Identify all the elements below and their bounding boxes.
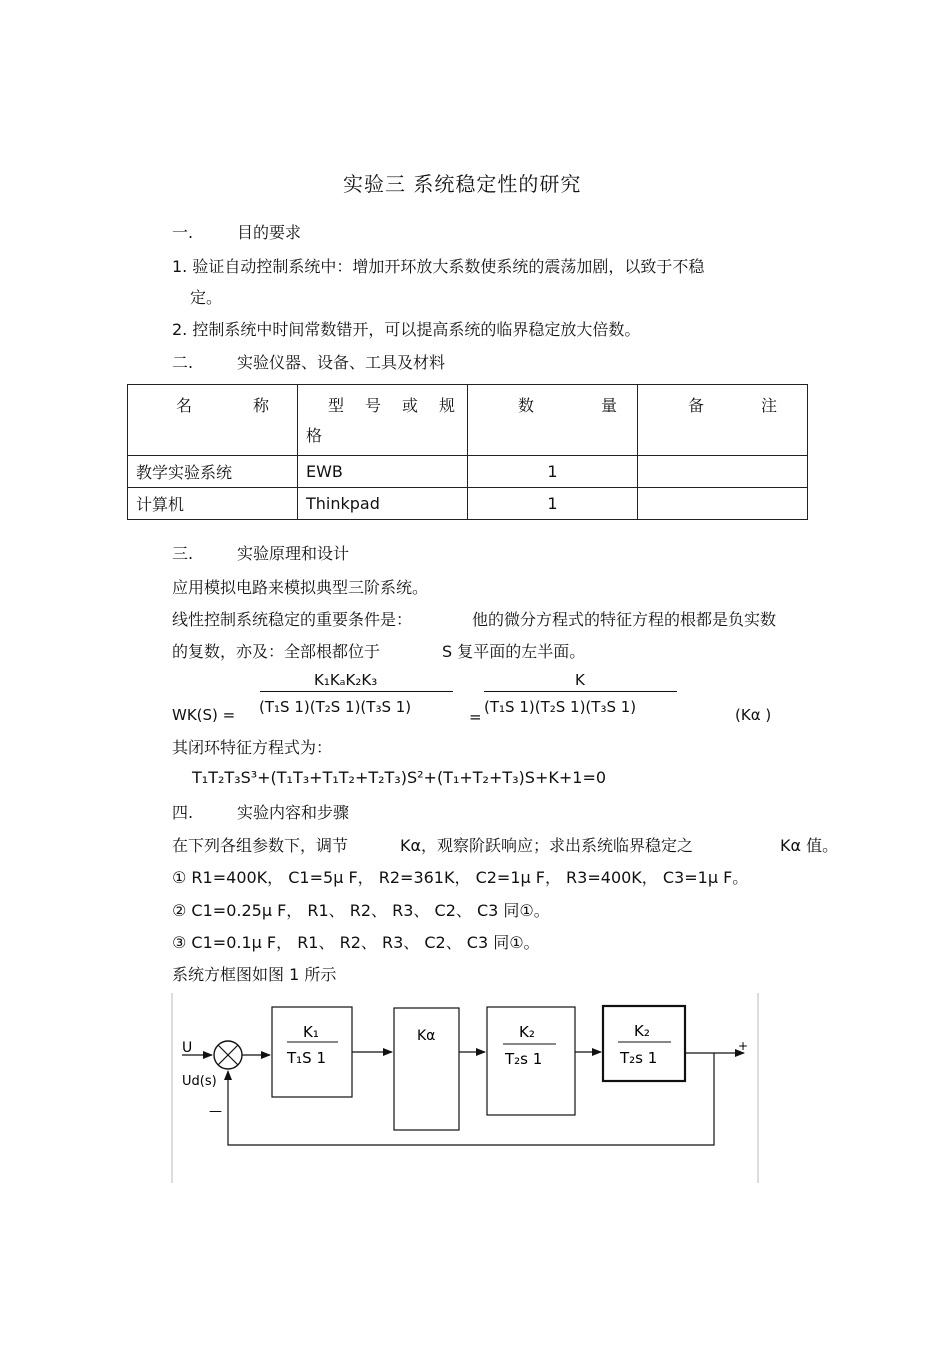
header-name-char: 称 — [252, 396, 269, 415]
page-title: 实验三 系统稳定性的研究 — [343, 172, 582, 196]
section3-paragraph4: 其闭环特征方程式为： — [172, 738, 333, 757]
section4-item1: ① R1=400K， C1=5μ F， R2=361K， C2=1μ F， R3=400K， C3=1μ F。 — [172, 868, 749, 887]
figure-caption: 系统方框图如图 1 所示 — [172, 965, 337, 984]
section4-number: 四. — [172, 803, 194, 822]
block3-denominator: T₂s 1 — [505, 1050, 543, 1068]
section3-paragraph2b: 他的微分方程式的特征方程的根都是负实数 — [472, 610, 777, 629]
section3-paragraph2a: 线性控制系统稳定的重要条件是： — [172, 610, 413, 629]
formula-note: (Kα ) — [735, 706, 772, 724]
plus-sign: + — [738, 1039, 749, 1053]
formula-numerator-2: K — [575, 671, 585, 689]
section4-paragraph1b: Kα，观察阶跃响应；求出系统临界稳定之 — [400, 836, 694, 855]
header-model-char: 号 — [364, 396, 381, 415]
formula-numerator-1: K₁KₐK₂K₃ — [314, 671, 378, 689]
minus-sign: — — [209, 1104, 222, 1119]
block3-numerator: K₂ — [519, 1023, 535, 1041]
cell-name: 教学实验系统 — [128, 456, 298, 488]
section3-paragraph3a: 的复数，亦及：全部根都位于 — [172, 642, 381, 661]
section4-paragraph1c: Kα 值。 — [780, 836, 839, 855]
cell-qty: 1 — [468, 488, 638, 520]
characteristic-equation: T₁T₂T₃S³+(T₁T₃+T₁T₂+T₂T₃)S²+(T₁+T₂+T₃)S+K+1=0 — [192, 768, 607, 787]
section4-heading: 实验内容和步骤 — [237, 803, 350, 822]
section4-item2: ② C1=0.25μ F， R1、 R2、 R3、 C2、 C3 同①。 — [172, 901, 550, 920]
block4 — [603, 1006, 685, 1081]
block4-denominator: T₂s 1 — [620, 1049, 658, 1067]
header-qty-char: 量 — [600, 396, 617, 415]
block4-numerator: K₂ — [634, 1022, 650, 1040]
section4-paragraph1a: 在下列各组参数下，调节 — [172, 836, 349, 855]
section3-paragraph3b: S 复平面的左半面。 — [442, 642, 586, 661]
header-model-char: 规 — [438, 396, 455, 415]
formula-lhs: WK(S) = — [172, 706, 236, 724]
section2-heading: 实验仪器、设备、工具及材料 — [237, 353, 446, 372]
formula-denominator-2: (T₁S 1)(T₂S 1)(T₃S 1) — [484, 698, 637, 716]
input-ud-label: Ud(s) — [182, 1074, 217, 1089]
header-name-char: 名 — [176, 396, 193, 415]
header-qty-char: 数 — [518, 396, 535, 415]
header-note-char: 备 — [688, 396, 705, 415]
section1-item1-line2: 定。 — [190, 288, 223, 307]
cell-qty: 1 — [468, 456, 638, 488]
section3-number: 三. — [172, 544, 194, 563]
cell-model: EWB — [298, 456, 468, 488]
header-note-char: 注 — [760, 396, 777, 415]
section2-number: 二. — [172, 353, 194, 372]
input-u-label: U — [182, 1040, 193, 1056]
header-model-line2: 格 — [306, 426, 323, 445]
section3-paragraph1: 应用模拟电路来模拟典型三阶系统。 — [172, 578, 429, 597]
formula-denominator-1: (T₁S 1)(T₂S 1)(T₃S 1) — [259, 698, 412, 716]
section1-item1-line1: 1. 验证自动控制系统中：增加开环放大系数使系统的震荡加剧，以致于不稳 — [172, 257, 705, 276]
section1-number: 一. — [172, 223, 194, 242]
formula-equals: = — [469, 708, 482, 726]
block1-denominator: T₁S 1 — [287, 1049, 327, 1067]
block2 — [394, 1008, 459, 1130]
block1-numerator: K₁ — [303, 1023, 319, 1041]
cell-name: 计算机 — [128, 488, 298, 520]
summing-junction — [214, 1041, 242, 1069]
section4-item3: ③ C1=0.1μ F， R1、 R2、 R3、 C2、 C3 同①。 — [172, 933, 540, 952]
section1-heading: 目的要求 — [237, 223, 302, 242]
section1-item2: 2. 控制系统中时间常数错开，可以提高系统的临界稳定放大倍数。 — [172, 320, 641, 339]
header-model-char: 型 — [328, 396, 345, 415]
block2-label: Kα — [417, 1028, 436, 1044]
header-model-char: 或 — [401, 396, 418, 415]
section3-heading: 实验原理和设计 — [237, 544, 350, 563]
cell-model: Thinkpad — [298, 488, 468, 520]
